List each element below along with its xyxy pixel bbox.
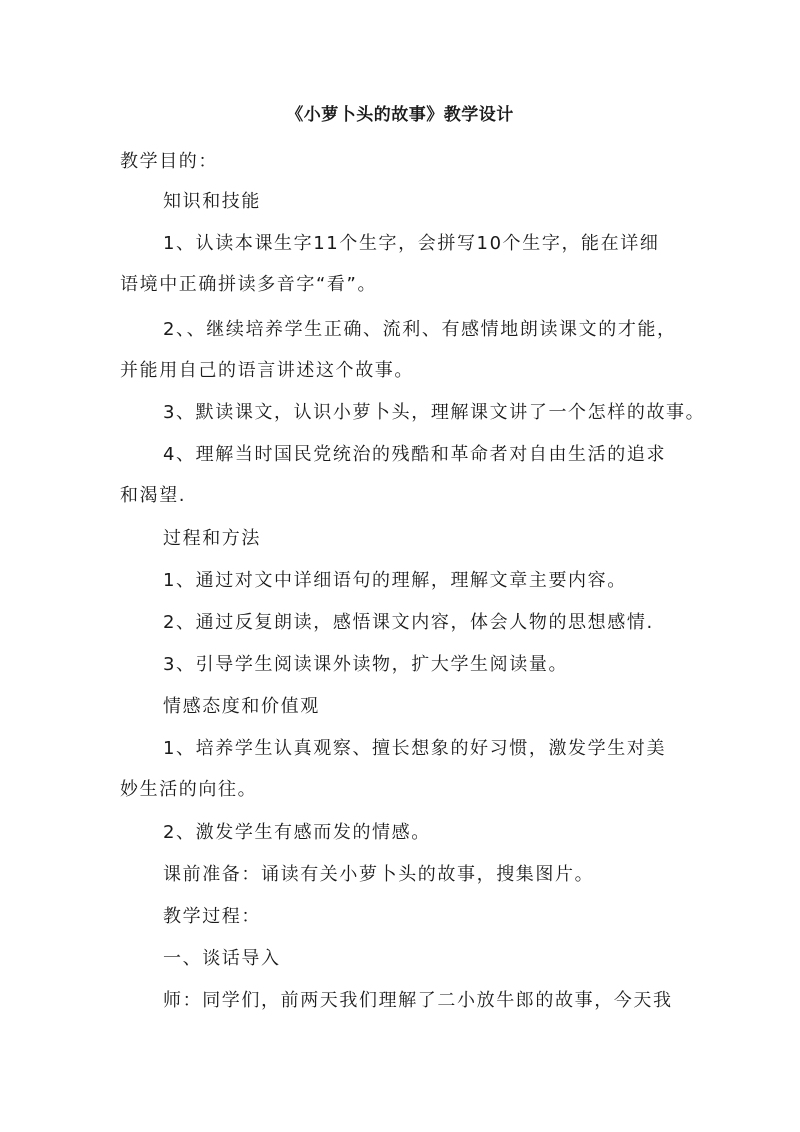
heading-teaching-goals: 教学目的： <box>120 151 218 172</box>
paragraph-line: 2、通过反复朗读，感悟课文内容，体会人物的思想感情. <box>163 612 654 633</box>
paragraph-line: 1、认读本课生字11个生字，会拼写10个生字，能在详细 <box>163 233 660 254</box>
paragraph-line: 妙生活的向往。 <box>120 779 258 800</box>
subheading-process-methods: 过程和方法 <box>163 528 261 549</box>
paragraph-line: 2、激发学生有感而发的情感。 <box>163 822 431 843</box>
paragraph-line: 3、默读课文，认识小萝卜头，理解课文讲了一个怎样的故事。 <box>163 402 706 423</box>
paragraph-line: 2、、继续培养学生正确、流利、有感情地朗读课文的才能， <box>163 319 677 340</box>
paragraph-line: 并能用自己的语言讲述这个故事。 <box>120 360 414 381</box>
document-title: 《小萝卜头的故事》教学设计 <box>286 105 514 125</box>
paragraph-line: 和渴望. <box>120 485 187 506</box>
subheading-emotion-values: 情感态度和价值观 <box>163 696 320 717</box>
paragraph-line: 1、培养学生认真观察、擅长想象的好习惯，激发学生对美 <box>163 738 667 759</box>
subheading-knowledge-skills: 知识和技能 <box>163 191 261 212</box>
paragraph-line: 3、引导学生阅读课外读物，扩大学生阅读量。 <box>163 654 569 675</box>
heading-teaching-process: 教学过程： <box>163 906 261 927</box>
paragraph-line: 4、理解当时国民党统治的残酷和革命者对自由生活的追求 <box>163 444 667 465</box>
paragraph-line: 课前准备：诵读有关小萝卜头的故事，搜集图片。 <box>163 864 595 885</box>
paragraph-line: 语境中正确拼读多音字“看”。 <box>120 274 378 295</box>
paragraph-line: 1、通过对文中详细语句的理解，理解文章主要内容。 <box>163 570 627 591</box>
paragraph-line: 师：同学们，前两天我们理解了二小放牛郎的故事，今天我 <box>163 990 673 1011</box>
section-heading: 一、谈话导入 <box>163 948 281 969</box>
